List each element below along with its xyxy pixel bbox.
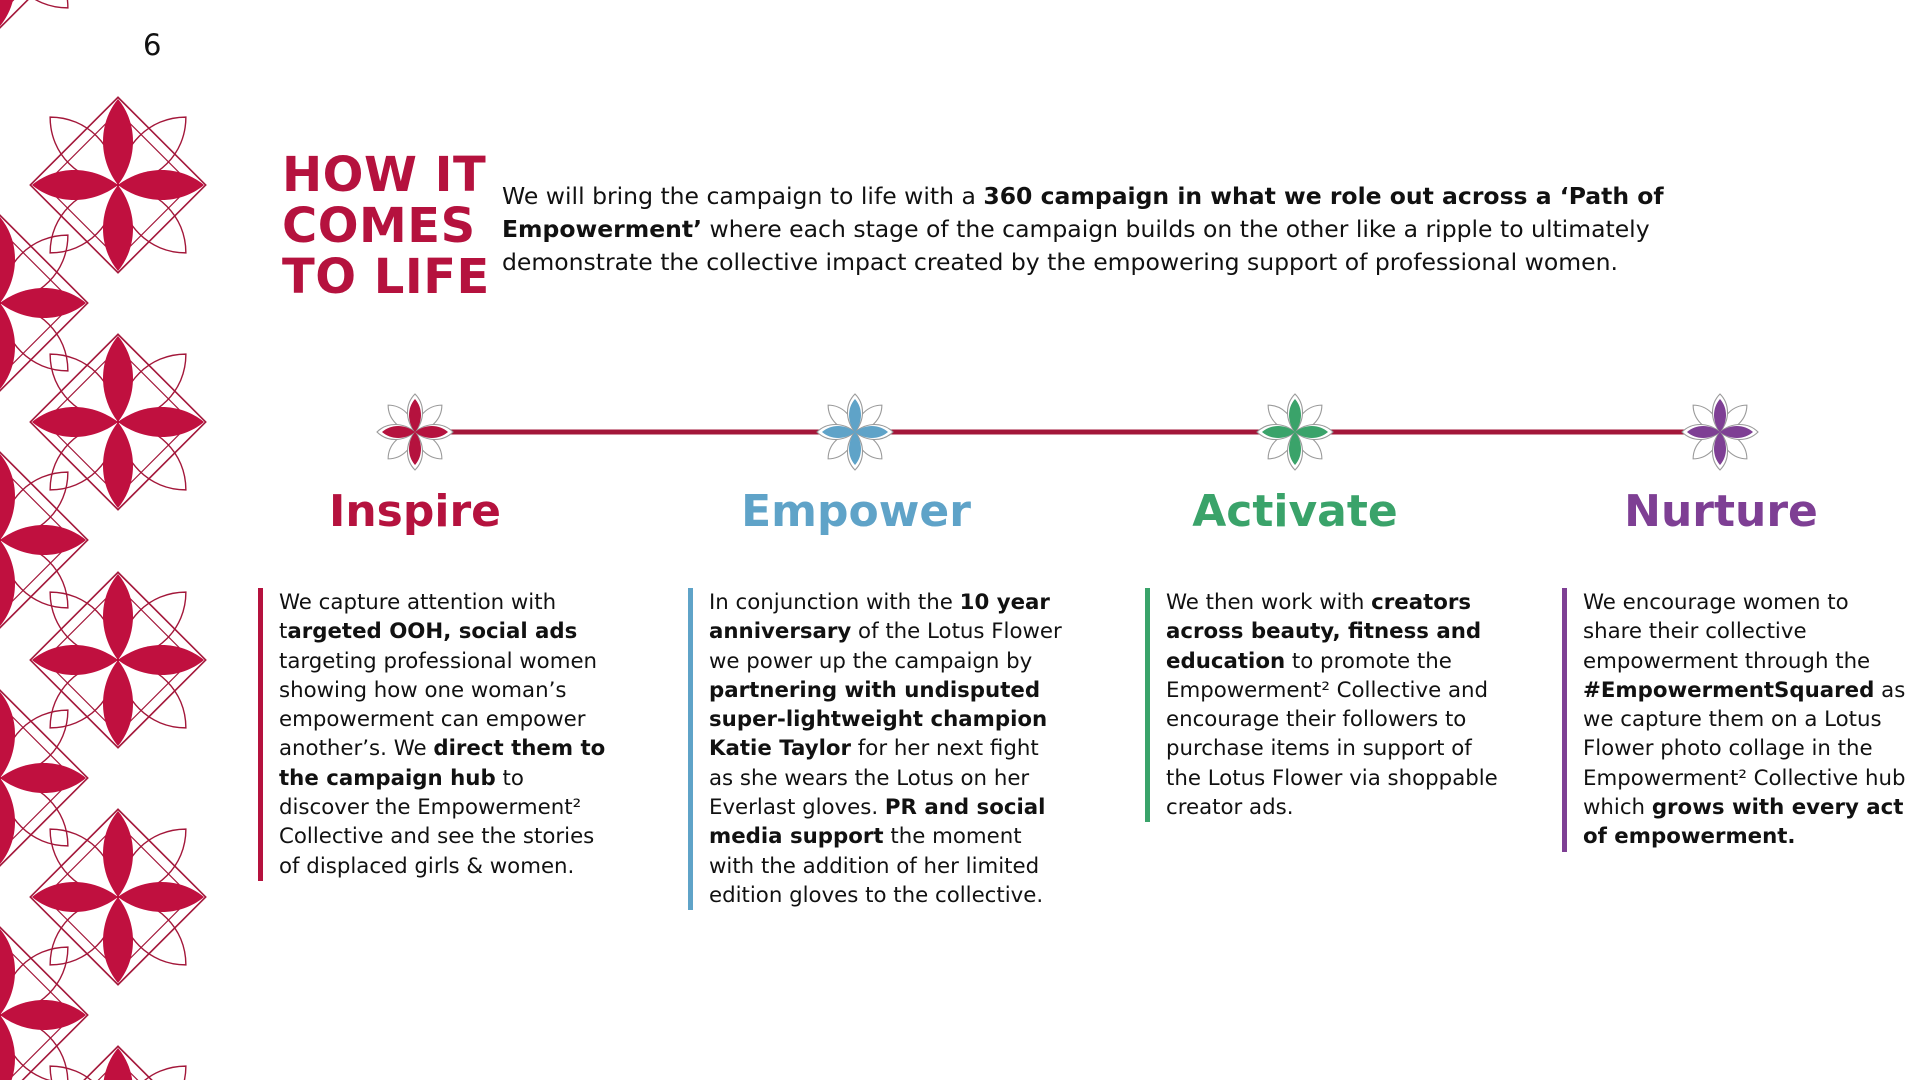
empower-text-3: for her next fight as she wears the Lotus on her Everlast gloves. — [709, 736, 1039, 821]
stage-text-empower — [688, 588, 1064, 910]
stage-text-activate — [1145, 588, 1501, 822]
flower-icon-empower — [817, 394, 893, 470]
inspire-text-1: We capture attention with t — [279, 590, 557, 645]
page-number: 6 — [143, 28, 162, 62]
stage-title-activate: Activate — [1192, 486, 1398, 537]
intro-text-2: where each stage of the campaign builds on the other like a ripple to ultimately demonstrate the collective impact created by the empowering support of professional women. — [502, 215, 1650, 276]
intro-bold-1: 360 campaign in what we role out across a ‘Path of Empowerment’ — [502, 182, 1664, 243]
empower-text-1: In conjunction with the — [709, 590, 960, 615]
stage-title-empower: Empower — [741, 486, 971, 537]
activate-text-1: We then work with — [1166, 590, 1372, 615]
empower-bold-2: partnering with undisputed super-lightweight champion Katie Taylor — [709, 677, 1048, 762]
intro-text-1: We will bring the campaign to life with a — [502, 182, 984, 210]
page-title-line-3: TO LIFE — [282, 249, 490, 305]
stage-title-inspire: Inspire — [328, 486, 501, 537]
stage-text-nurture — [1562, 588, 1913, 852]
flower-icon-inspire — [377, 394, 453, 470]
nurture-bold-2: grows with every act of empowerment. — [1583, 795, 1904, 850]
inspire-text-3: to discover the Empowerment² Collective and see the stories of displaced girls & women. — [279, 765, 595, 879]
path-of-empowerment-timeline — [0, 388, 1920, 478]
empower-text-4: the moment with the addition of her limited edition gloves to the collective. — [709, 824, 1044, 908]
activate-text-2: to promote the Empowerment² Collective and encourage their followers to purchase items in support of the Lotus Flower via shoppable creator ads. — [1166, 648, 1498, 821]
decorative-flower-pattern — [0, 0, 235, 1080]
activate-bold-1: creators across beauty, fitness and education — [1166, 590, 1482, 674]
inspire-bold-2: direct them to the campaign hub — [279, 736, 606, 791]
nurture-text-1: We encourage women to share their collective empowerment through the — [1583, 590, 1871, 674]
stage-text-inspire — [258, 588, 609, 881]
stage-title-nurture: Nurture — [1624, 486, 1818, 537]
nurture-bold-1: #EmpowermentSquared — [1583, 677, 1875, 703]
empower-bold-3: PR and social media support — [709, 795, 1046, 850]
empower-bold-1: 10 year anniversary — [709, 590, 1050, 645]
page-title-line-2: COMES — [282, 198, 476, 254]
flower-icon-nurture — [1682, 394, 1758, 470]
flower-icon-activate — [1257, 394, 1333, 470]
inspire-bold-1: argeted OOH, social ads — [287, 619, 578, 645]
inspire-text-2: targeting professional women showing how one woman’s empowerment can empower another’s. We — [279, 648, 598, 762]
intro-paragraph — [502, 180, 1802, 279]
nurture-text-2: as we capture them on a Lotus Flower photo collage in the Empowerment² Collective hub which — [1583, 677, 1906, 821]
page-title-line-1: HOW IT — [282, 147, 487, 203]
empower-text-2: of the Lotus Flower we power up the campaign by — [709, 619, 1062, 674]
page-title — [282, 147, 512, 305]
